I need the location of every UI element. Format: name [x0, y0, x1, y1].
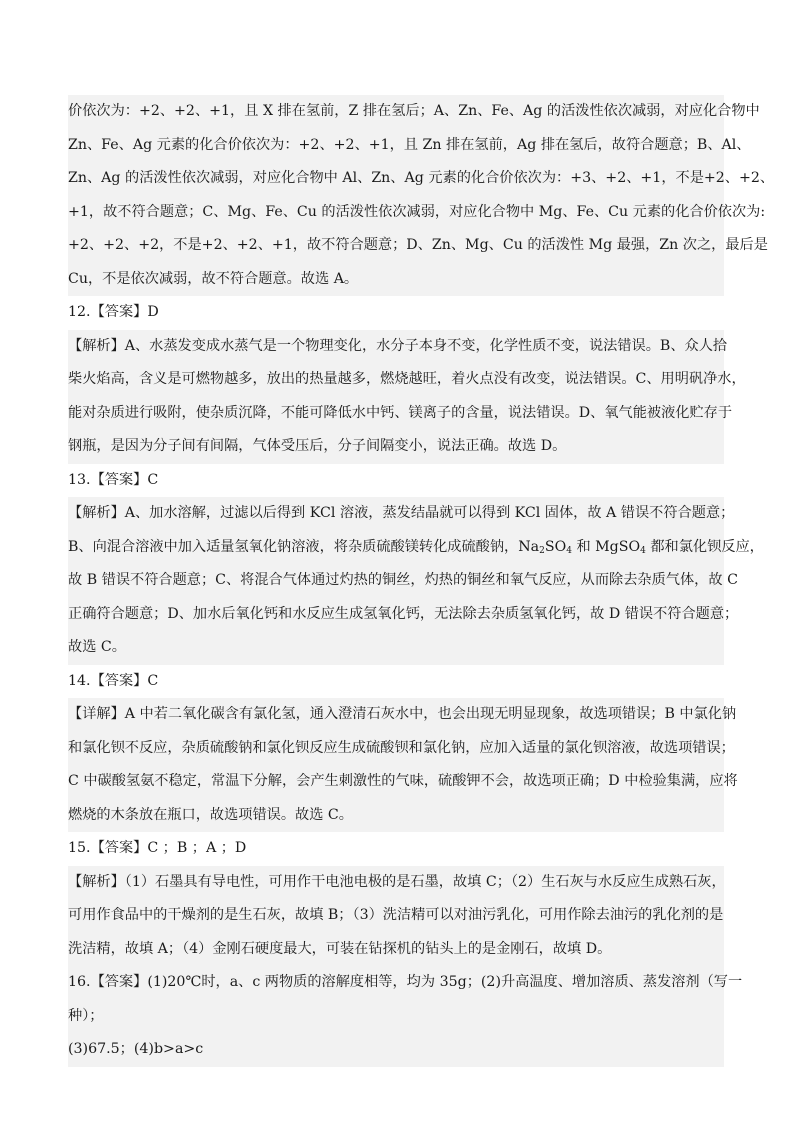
text-line: 【解析】A、水蒸发变成水蒸气是一个物理变化，水分子本身不变，化学性质不变，说法错误。B、众人拾	[68, 337, 728, 354]
q14-answer	[68, 665, 724, 699]
text-line: Zn、Fe、Ag 元素的化合价依次为：+2、+2、+1，且 Zn 排在氢前，Ag 排在氢后，故符合题意；B、Al、	[68, 136, 751, 153]
q11-explanation	[68, 95, 775, 296]
text-line: 故 B 错误不符合题意；C、将混合气体通过灼热的铜丝，灼热的铜丝和氧气反应，从而除去杂质气体，故 C	[68, 572, 738, 588]
q13-explanation	[68, 497, 764, 665]
subscript: 4	[640, 545, 646, 556]
text-line: Zn、Ag 的活泼性依次减弱，对应化合物中 Al、Zn、Ag 元素的化合价依次为：+3、+2、+1，不是+2、+2、	[68, 170, 775, 186]
text-line: 和氯化钡不反应，杂质硫酸钠和氯化钡反应生成硫酸钡和氯化钠，应加入适量的氯化钡溶液，故选项错误；	[68, 739, 735, 756]
text-segment: B、向混合溶液中加入适量氢氧化钠溶液，将杂质硫酸镁转化成硫酸钠，Na	[68, 538, 540, 555]
document-page	[68, 95, 775, 1067]
q15-explanation	[68, 866, 724, 967]
text-line: 价依次为：+2、+2、+1，且 X 排在氢前，Z 排在氢后；A、Zn、Fe、Ag 的活泼性依次减弱，对应化合物中	[68, 103, 760, 119]
text-line: 燃烧的木条放在瓶口，故选项错误。故选 C。	[68, 806, 353, 823]
text-segment: SO	[544, 538, 567, 555]
text-segment: 都和氯化钡反应，	[645, 538, 764, 555]
subscript: 2	[539, 545, 545, 556]
text-line: Cu，不是依次减弱，故不符合题意。故选 A。	[68, 270, 359, 287]
text-line: 可用作食品中的干燥剂的是生石灰，故填 B；（3）洗洁精可以对油污乳化，可用作除去油污的乳化剂的是	[68, 907, 724, 923]
q16-answer	[68, 966, 743, 1067]
answer-line: 15.【答案】C ；B ；A ；D	[68, 840, 247, 856]
answer-line: 12.【答案】D	[68, 304, 159, 320]
text-line: (3)67.5；(4)b>a>c	[68, 1041, 204, 1057]
q12-answer	[68, 296, 724, 330]
answer-line: 14.【答案】C	[68, 672, 159, 689]
text-line: 正确符合题意；D、加水后氧化钙和水反应生成氢氧化钙，无法除去杂质氢氧化钙，故 D 错误不符合题意；	[68, 605, 739, 622]
q12-explanation	[68, 330, 746, 464]
text-line: +2、+2、+2，不是+2、+2、+1，故不符合题意；D、Zn、Mg、Cu 的活泼性 Mg 最强，Zn 次之，最后是	[68, 237, 768, 253]
text-line: 洗洁精，故填 A；（4）金刚石硬度最大，可装在钻探机的钻头上的是金刚石，故填 D。	[68, 940, 612, 957]
text-line: +1，故不符合题意；C、Mg、Fe、Cu 的活泼性依次减弱，对应化合物中 Mg、Fe、Cu 元素的化合价依次为:	[68, 203, 766, 220]
text-line: 【解析】（1）石墨具有导电性，可用作干电池电极的是石墨，故填 C；（2）生石灰与水反应生成熟石灰，	[68, 873, 726, 890]
text-line: 能对杂质进行吸附，使杂质沉降，不能可降低水中钙、镁离子的含量，说法错误。D、氧气能被液化贮存于	[68, 404, 733, 421]
text-line: 钢瓶，是因为分子间有间隔，气体受压后，分子间隔变小，说法正确。故选 D。	[68, 438, 567, 454]
answer-line: 13.【答案】C	[68, 471, 159, 488]
text-line: 【详解】A 中若二氧化碳含有氯化氢，通入澄清石灰水中，也会出现无明显现象，故选项错误；B 中氯化钠	[68, 706, 737, 722]
text-segment: 和 MgSO	[571, 538, 641, 555]
q13-answer	[68, 464, 724, 498]
text-line-with-formula	[68, 531, 764, 565]
subscript: 4	[566, 545, 572, 556]
text-line: 【解析】A、加水溶解，过滤以后得到 KCl 溶液，蒸发结晶就可以得到 KCl 固体，故 A 错误不符合题意；	[68, 505, 735, 521]
text-line: 柴火焰高，含义是可燃物越多，放出的热量越多，燃烧越旺，着火点没有改变，说法错误。C、用明矾净水，	[68, 371, 746, 387]
text-line: 故选 C。	[68, 639, 126, 655]
q15-answer	[68, 832, 724, 866]
text-line: 种）；	[68, 1007, 104, 1024]
q14-explanation	[68, 698, 738, 832]
text-line: 16.【答案】(1)20℃时，a、c 两物质的溶解度相等，均为 35g；(2)升高温度、增加溶质、蒸发溶剂（写一	[68, 974, 743, 990]
text-line: C 中碳酸氢氨不稳定，常温下分解，会产生刺激性的气味，硫酸钾不会，故选项正确；D 中检验集满，应将	[68, 773, 738, 789]
